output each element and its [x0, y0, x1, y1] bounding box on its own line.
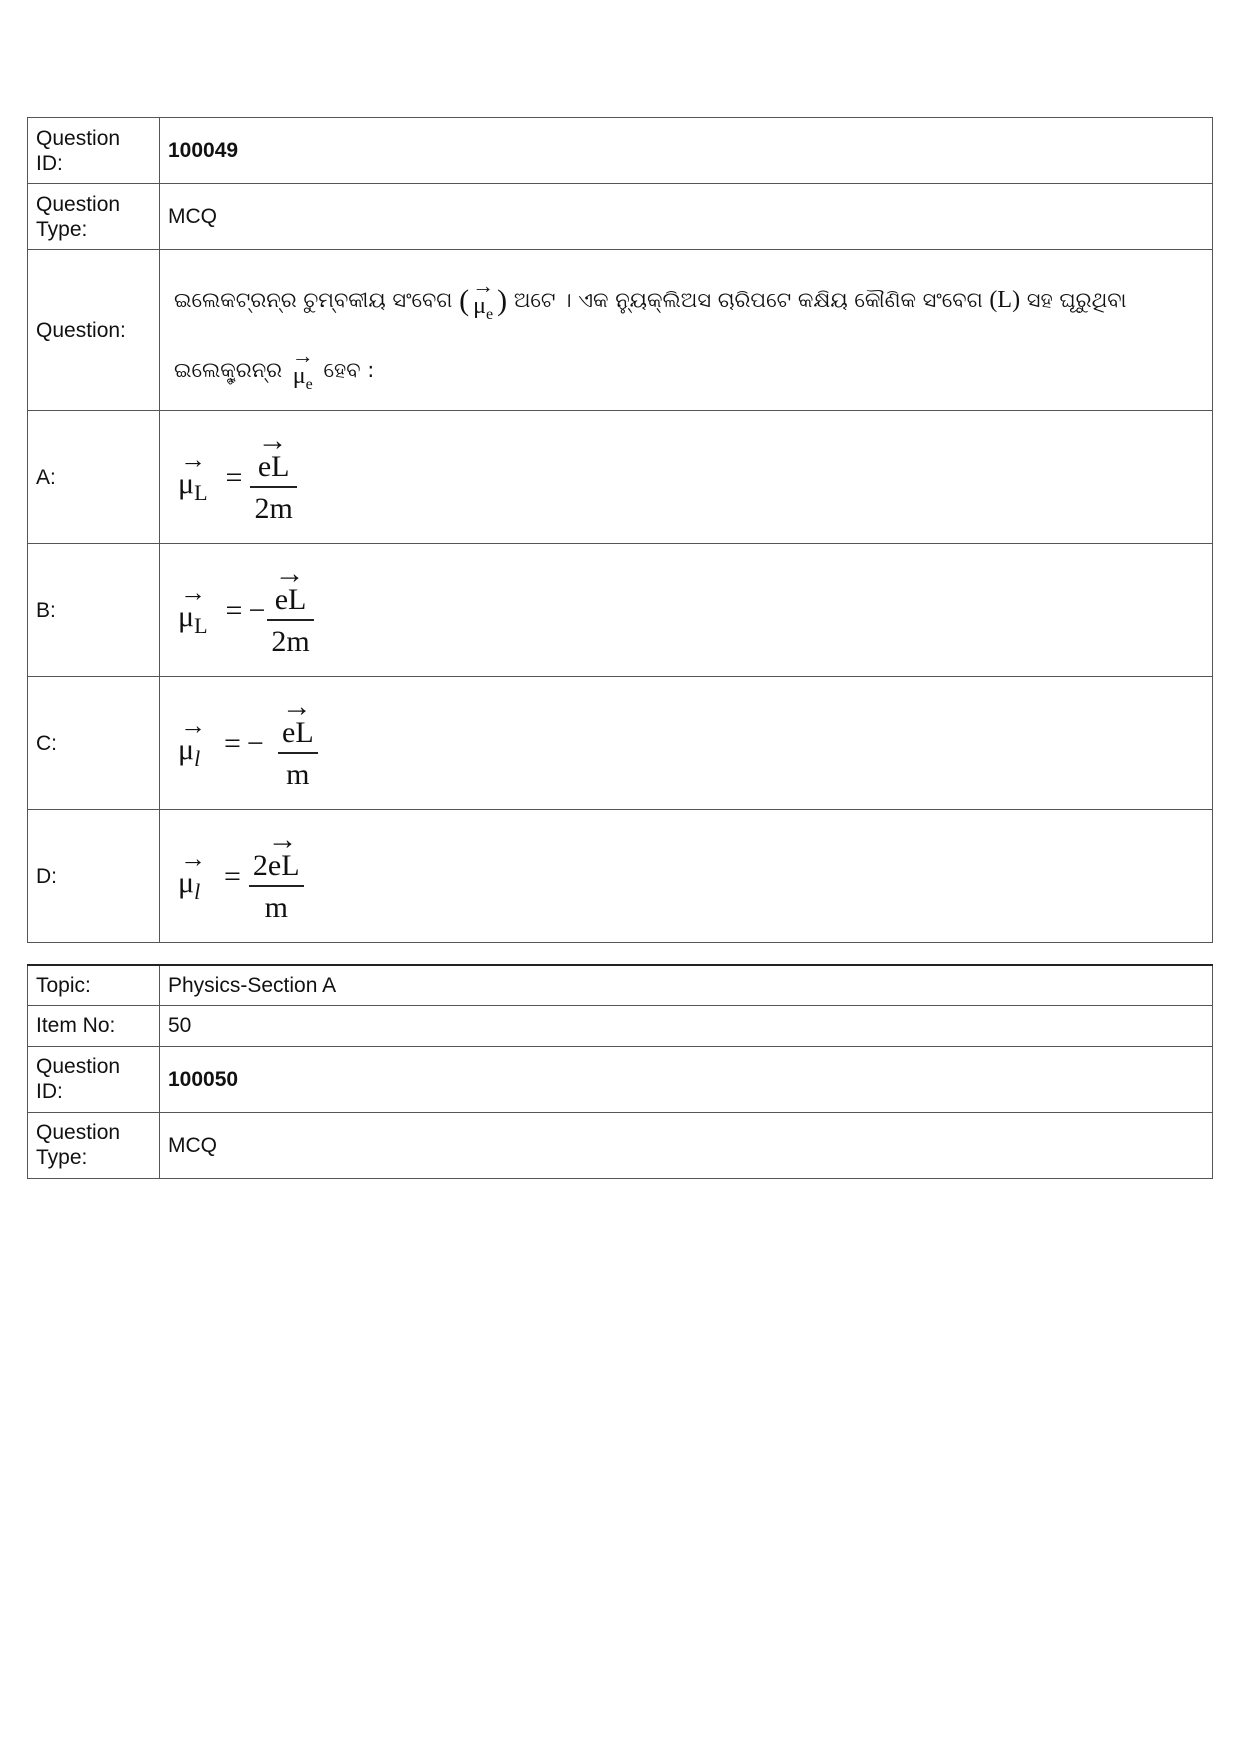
- option-d-label: D:: [28, 810, 160, 943]
- mu-subscript: l: [194, 878, 201, 904]
- close-paren: ): [497, 283, 508, 317]
- denominator: 2m: [254, 492, 293, 525]
- mu-symbol: μ: [473, 292, 486, 319]
- topic-value: Physics-Section A: [160, 965, 1213, 1005]
- equals-sign: =: [225, 593, 243, 627]
- question-id-value: 100049: [160, 118, 1213, 184]
- open-paren: (: [459, 283, 470, 317]
- question-text-part3: ସହ ଘୂରୁଥିବା: [1026, 287, 1127, 312]
- vector-arrow: →: [281, 690, 312, 723]
- option-a-formula: [160, 411, 1213, 544]
- topic-label: Topic:: [28, 965, 160, 1005]
- mu-e-vector: [472, 272, 495, 323]
- item-no-value: 50: [160, 1005, 1213, 1046]
- option-row-a: [28, 411, 1213, 544]
- equals-sign: =: [225, 460, 243, 494]
- minus-sign: −: [246, 726, 264, 760]
- vector-arrow: →: [274, 557, 305, 590]
- question-id-value-2: 100050: [160, 1046, 1213, 1112]
- question-text-part1: ଇଲେକଟ୍ରନ୍‌ର ଚୁମ୍ବକୀୟ ସଂବେଗ: [174, 287, 453, 312]
- vector-arrow: →: [291, 342, 314, 368]
- question-label: Question:: [28, 250, 160, 411]
- question-row: [28, 250, 1213, 411]
- question-table-100050: [27, 964, 1213, 1179]
- question-type-label: Question Type:: [28, 184, 160, 250]
- question-id-label: Question ID:: [28, 118, 160, 184]
- denominator: 2m: [271, 625, 310, 658]
- question-text-part5: ହେବ :: [323, 357, 375, 382]
- vector-arrow: →: [180, 444, 206, 474]
- numerator: eL: [282, 716, 314, 749]
- equals-sign: =: [224, 859, 241, 893]
- mu-symbol: μ: [178, 732, 195, 766]
- question-line-2: [174, 340, 1204, 400]
- question-type-label-2: Question Type:: [28, 1112, 160, 1178]
- numerator: eL: [257, 450, 290, 483]
- mu-subscript: L: [194, 612, 208, 638]
- vector-arrow: →: [180, 843, 206, 873]
- vector-arrow: →: [257, 424, 288, 457]
- equals-sign: =: [224, 726, 241, 760]
- mu-subscript: L: [194, 479, 208, 505]
- item-no-label: Item No:: [28, 1005, 160, 1046]
- topic-row: [28, 965, 1213, 1005]
- mu-symbol: μ: [178, 466, 195, 500]
- option-row-b: [28, 544, 1213, 677]
- denominator: m: [286, 758, 310, 791]
- mu-symbol: μ: [178, 865, 195, 899]
- option-c-label: C:: [28, 677, 160, 810]
- vector-arrow: →: [180, 577, 206, 607]
- minus-sign: −: [248, 593, 266, 627]
- option-b-label: B:: [28, 544, 160, 677]
- option-b-formula: [160, 544, 1213, 677]
- vector-arrow: →: [472, 272, 495, 298]
- numerator: eL: [274, 583, 307, 616]
- vector-arrow: →: [267, 823, 298, 856]
- option-a-label: A:: [28, 411, 160, 544]
- mu-symbol: μ: [292, 362, 306, 389]
- question-text: [160, 250, 1213, 411]
- item-no-row: [28, 1005, 1213, 1046]
- question-type-value-2: MCQ: [160, 1112, 1213, 1178]
- question-text-part4: ଇଲେକ୍ଟ୍ରନ୍‌ର: [174, 357, 283, 382]
- numerator: 2eL: [252, 849, 300, 882]
- question-type-value: MCQ: [160, 184, 1213, 250]
- option-d-formula: [160, 810, 1213, 943]
- mu-subscript: e: [486, 305, 494, 323]
- question-type-row-2: [28, 1112, 1213, 1178]
- question-id-row-2: [28, 1046, 1213, 1112]
- mu-e-vector-2: [291, 342, 314, 393]
- option-c-formula: [160, 677, 1213, 810]
- option-row-c: [28, 677, 1213, 810]
- question-table-100049: [27, 117, 1213, 943]
- question-id-row: [28, 118, 1213, 184]
- angular-momentum-L: (L): [989, 286, 1021, 313]
- option-row-d: [28, 810, 1213, 943]
- vector-arrow: →: [180, 710, 206, 740]
- denominator: m: [264, 891, 288, 924]
- question-line-1: [174, 260, 1204, 340]
- question-text-part2: ଅଟେ । ଏକ ନ୍ୟୁକ୍ଲିଅସ ଚାରିପଟେ କକ୍ଷିୟ କୌଣିକ ସଂବେଗ: [513, 287, 983, 312]
- mu-symbol: μ: [178, 599, 195, 633]
- mu-subscript: l: [194, 745, 201, 771]
- mu-subscript: e: [305, 375, 313, 393]
- question-id-label-2: Question ID:: [28, 1046, 160, 1112]
- question-type-row: [28, 184, 1213, 250]
